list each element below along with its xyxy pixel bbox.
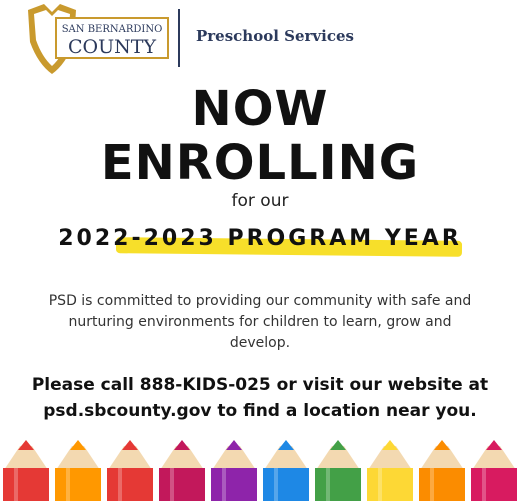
program-year-banner [0,222,520,262]
pencil-icon [315,440,361,501]
header-divider [178,9,180,67]
pencil-icon [211,440,257,501]
subheadline: for our [231,191,289,211]
san-bernardino-county-logo [22,2,170,76]
pencil-icon [263,440,309,501]
headline-now: NOW [191,81,329,137]
colored-pencils-border [0,440,520,501]
pencil-icon [367,440,413,501]
logo-text-bottom: COUNTY [68,36,156,58]
pencil-icon [107,440,153,501]
logo-text-top: SAN BERNARDINO [61,24,163,35]
pencil-icon [419,440,465,501]
mission-paragraph: PSD is committed to providing our community with safe and nurturing environments for children to learn, grow and develop. [48,293,472,351]
pencil-icon [55,440,101,501]
pencil-icon [159,440,205,501]
headline-enrolling: ENROLLING [100,135,420,191]
program-year: 2022-2023 PROGRAM YEAR [58,226,462,251]
pencil-icon [3,440,49,501]
contact-callout: Please call 888-KIDS-025 or visit our website at psd.sbcounty.gov to find a location near you. [31,375,489,421]
header [0,0,520,82]
pencil-icon [471,440,517,501]
department-name: Preschool Services [196,27,354,45]
